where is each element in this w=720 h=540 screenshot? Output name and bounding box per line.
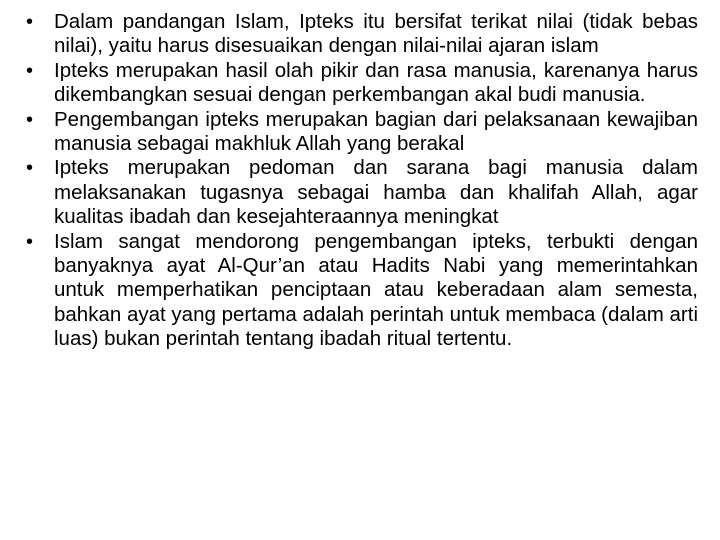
bullet-text: Ipteks merupakan hasil olah pikir dan rasa manusia, karenanya harus dikembangkan sesuai dengan perkembangan akal budi manusia. [54,58,698,107]
list-item [26,108,698,157]
list-item [26,10,698,59]
bullet-dot-icon: • [26,11,34,33]
bullet-list [26,10,698,352]
list-item [26,156,698,229]
list-item [26,230,698,352]
bullet-text: Islam sangat mendorong pengembangan ipteks, terbukti dengan banyaknya ayat Al-Qur’an atau Hadits Nabi yang memerintahkan untuk memperhatikan penciptaan atau keberadaan alam semesta, bahkan ayat yang pertama adalah perintah untuk membaca (dalam arti luas) bukan perintah tentang ibadah ritual tertentu. [54,229,698,351]
bullet-text: Ipteks merupakan pedoman dan sarana bagi manusia dalam melaksanakan tugasnya sebagai hamba dan khalifah Allah, agar kualitas ibadah dan kesejahteraannya meningkat [54,156,698,229]
bullet-dot-icon: • [26,157,34,180]
bullet-dot-icon: • [26,108,34,131]
bullet-dot-icon: • [26,59,34,82]
bullet-text: Pengembangan ipteks merupakan bagian dari pelaksanaan kewajiban manusia sebagai makhluk Allah yang berakal [54,107,698,156]
bullet-dot-icon: • [26,230,34,253]
bullet-text: Dalam pandangan Islam, Ipteks itu bersifat terikat nilai (tidak bebas nilai), yaitu harus disesuaikan dengan nilai-nilai ajaran islam [54,10,698,58]
list-item [26,59,698,108]
